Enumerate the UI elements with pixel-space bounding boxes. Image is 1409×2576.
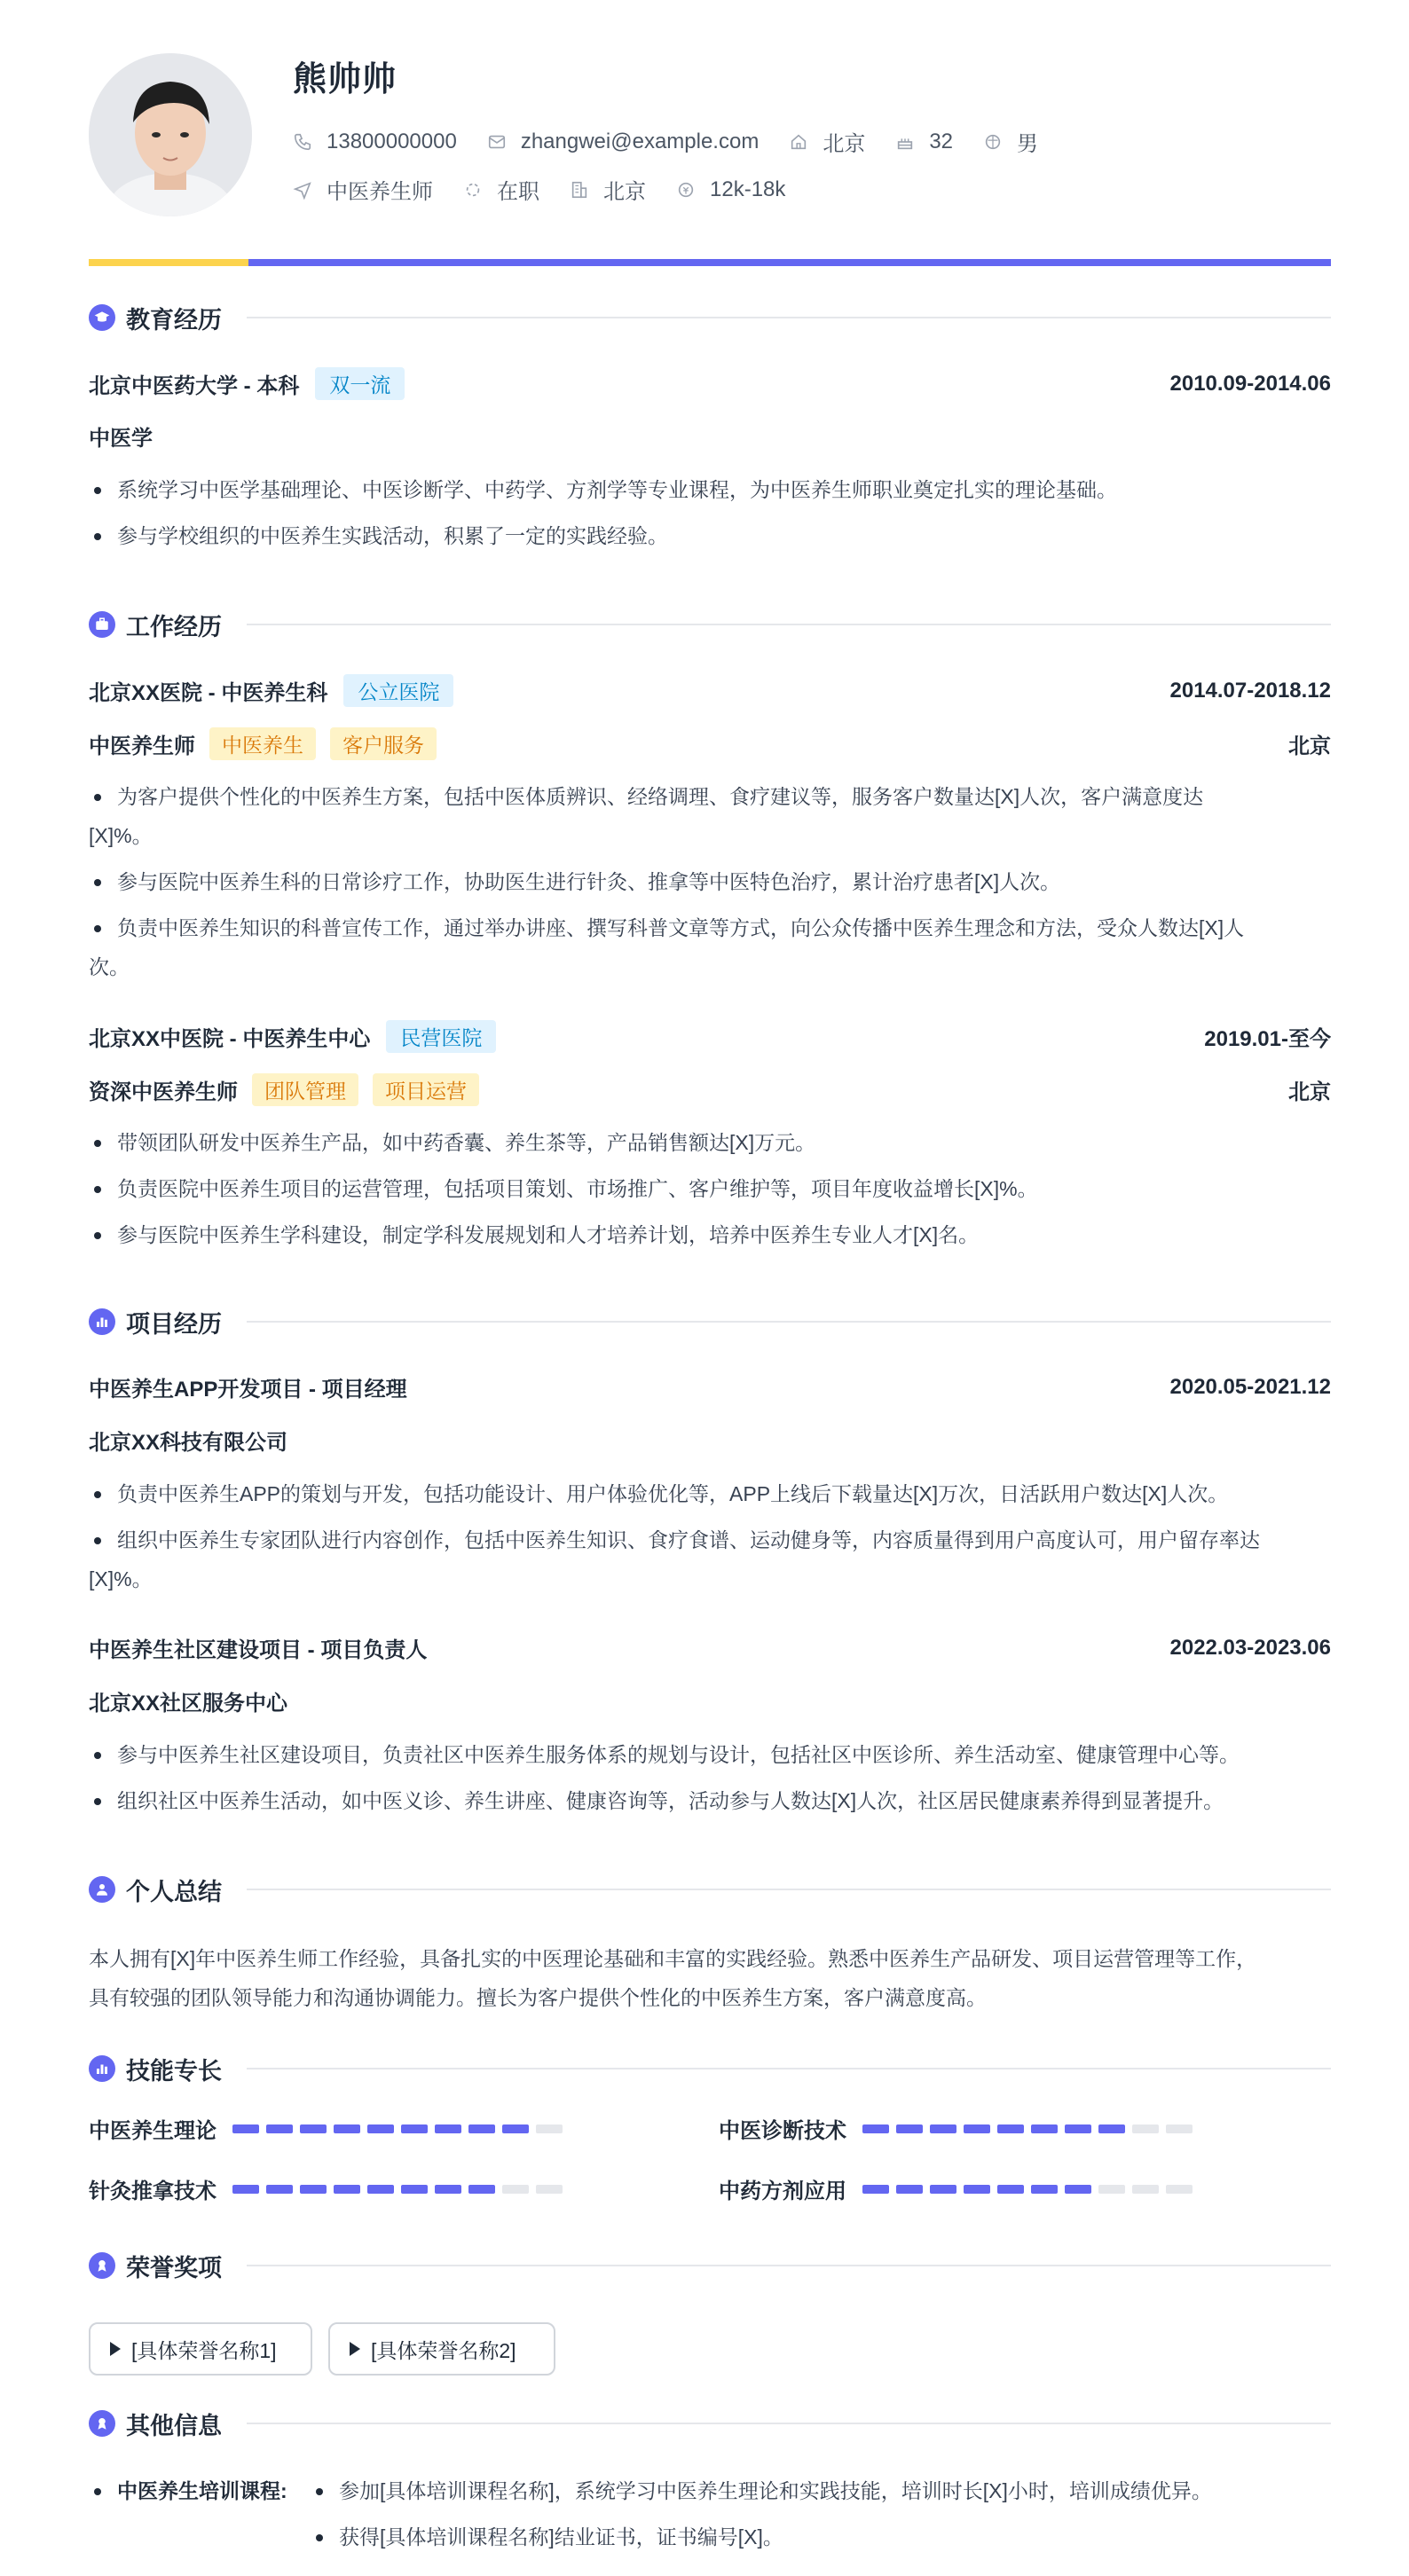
skill-segment-filled xyxy=(997,2185,1024,2194)
skill-segment-filled xyxy=(232,2124,259,2133)
play-icon xyxy=(110,2342,121,2356)
project-company-row xyxy=(89,1425,1331,1456)
send-icon xyxy=(293,180,312,200)
award-icon xyxy=(89,2252,115,2279)
skill-segment-filled xyxy=(401,2185,428,2194)
list-item: 为客户提供个性化的中医养生方案，包括中医体质辨识、经络调理、食疗建议等，服务客户数量达[X]人次，客户满意度达 xyxy=(89,777,1331,816)
list-item: 带领团队研发中医养生产品，如中药香囊、养生茶等，产品销售额达[X]万元。 xyxy=(89,1123,1331,1162)
work-date: 2014.07-2018.12 xyxy=(1169,678,1331,703)
skill-segment-empty xyxy=(1132,2185,1159,2194)
honor-item: [具体荣誉名称2] xyxy=(328,2322,555,2376)
section-rule xyxy=(247,2068,1331,2069)
list-item: 获得[具体培训课程名称]结业证书，证书编号[X]。 xyxy=(311,2517,1331,2556)
work-date: 2019.01-至今 xyxy=(1204,1027,1331,1051)
summary-text: 本人拥有[X]年中医养生师工作经验，具备扎实的中医理论基础和丰富的实践经验。熟悉中医养生产品研发、项目运营管理等工作， 具有较强的团队领导能力和沟通协调能力。擅长为客户提供个性化的中医养生方案，客户满意度高。 xyxy=(89,1947,1257,2009)
project-header-row xyxy=(89,1632,1331,1663)
role-tag: 团队管理 xyxy=(252,1073,358,1106)
skill-name: 中药方剂应用 xyxy=(719,2179,846,2203)
work-tag: 公立医院 xyxy=(343,674,453,707)
mail-icon xyxy=(487,132,507,152)
section-summary xyxy=(89,1872,1331,1907)
bar-chart-icon xyxy=(89,2055,115,2082)
education-major-row xyxy=(89,420,1331,452)
list-item: 参加[具体培训课程名称]，系统学习中医养生理论和实践技能，培训时长[X]小时，培训成绩优异。 xyxy=(311,2471,1331,2510)
work-role-row xyxy=(89,727,1331,760)
skill-segment-filled xyxy=(401,2124,428,2133)
skill-segment-filled xyxy=(964,2124,990,2133)
skill-item xyxy=(719,2173,1200,2204)
skill-segment-filled xyxy=(232,2185,259,2194)
skill-name: 中医养生理论 xyxy=(89,2119,216,2143)
email-item xyxy=(487,130,760,154)
education-major: 中医学 xyxy=(89,427,153,451)
position-item xyxy=(293,174,433,205)
list-item: 负责医院中医养生项目的运营管理，包括项目策划、市场推广、客户维护等，项目年度收益增长[X]%。 xyxy=(89,1169,1331,1208)
work-city-item xyxy=(570,174,646,205)
play-icon xyxy=(350,2342,360,2356)
skill-segment-filled xyxy=(266,2185,293,2194)
list-item: 系统学习中医学基础理论、中医诊断学、中药学、方剂学等专业课程，为中医养生师职业奠定扎实的理论基础。 xyxy=(89,470,1331,509)
section-skills xyxy=(89,2051,1331,2086)
work-city-text: 北京 xyxy=(603,180,646,204)
work-role-row xyxy=(89,1073,1331,1106)
phone-text: 13800000000 xyxy=(327,129,457,153)
section-rule xyxy=(247,1321,1331,1323)
candidate-name: 熊帅帅 xyxy=(293,61,398,98)
age-item xyxy=(895,130,953,154)
education-header-row xyxy=(89,367,1331,400)
project-title: 中医养生APP开发项目 - 项目经理 xyxy=(89,1378,407,1402)
skill-segment-filled xyxy=(1031,2124,1058,2133)
list-item: 负责中医养生APP的策划与开发，包括功能设计、用户体验优化等，APP上线后下载量达[X]万次，日活跃用户数达[X]人次。 xyxy=(89,1474,1331,1513)
skill-segment-filled xyxy=(930,2185,956,2194)
project-company-row xyxy=(89,1685,1331,1716)
building-icon xyxy=(570,180,589,200)
city-item xyxy=(789,126,865,157)
section-honors xyxy=(89,2248,1331,2283)
project-company: 北京XX社区服务中心 xyxy=(89,1692,288,1716)
avatar xyxy=(89,53,252,216)
money-icon xyxy=(676,180,696,200)
section-rule xyxy=(247,317,1331,318)
other-label: 中医养生培训课程: xyxy=(117,2479,287,2502)
section-title-text: 教育经历 xyxy=(126,306,222,334)
work-header-row xyxy=(89,1020,1331,1053)
project-date: 2022.03-2023.06 xyxy=(1169,1635,1331,1660)
skill-segment-filled xyxy=(896,2185,923,2194)
role-tag: 项目运营 xyxy=(373,1073,479,1106)
section-rule xyxy=(247,624,1331,625)
skill-segment-empty xyxy=(1166,2185,1193,2194)
role-tag: 中医养生 xyxy=(209,727,316,760)
section-rule xyxy=(247,2265,1331,2266)
section-rule xyxy=(247,2423,1331,2424)
job-intent-row xyxy=(293,174,815,205)
skill-segment-filled xyxy=(1098,2124,1125,2133)
section-other xyxy=(89,2406,1331,2441)
work-org: 北京XX医院 - 中医养生科 xyxy=(89,681,328,705)
skill-segment-filled xyxy=(1031,2185,1058,2194)
project-header-row xyxy=(89,1371,1331,1402)
salary-text: 12k-18k xyxy=(710,177,786,201)
section-project xyxy=(89,1304,1331,1339)
skill-segment-empty xyxy=(1132,2124,1159,2133)
award-icon xyxy=(89,2410,115,2437)
skill-segment-filled xyxy=(930,2124,956,2133)
phone-icon xyxy=(293,132,312,152)
project-title: 中医养生社区建设项目 - 项目负责人 xyxy=(89,1638,428,1662)
section-title-text: 工作经历 xyxy=(126,613,222,640)
skill-segment-filled xyxy=(367,2185,394,2194)
section-work xyxy=(89,607,1331,642)
skill-segment-filled xyxy=(1065,2124,1091,2133)
skill-segment-filled xyxy=(435,2124,461,2133)
gender-icon xyxy=(983,132,1003,152)
education-school: 北京中医药大学 - 本科 xyxy=(89,374,300,398)
skill-segment-filled xyxy=(997,2124,1024,2133)
skill-item xyxy=(89,2113,570,2144)
email-text: zhangwei@example.com xyxy=(520,129,760,153)
education-tag: 双一流 xyxy=(315,367,405,400)
contact-row xyxy=(293,126,1068,157)
work-role: 资深中医养生师 xyxy=(89,1080,238,1104)
project-company: 北京XX科技有限公司 xyxy=(89,1431,288,1455)
skill-level-bar xyxy=(862,2185,1200,2194)
list-item: 负责中医养生知识的科普宣传工作，通过举办讲座、撰写科普文章等方式，向公众传播中医养生理念和方法，受众人数达[X]人 xyxy=(89,908,1331,947)
section-title-text: 技能专长 xyxy=(126,2057,222,2085)
skill-segment-empty xyxy=(536,2185,563,2194)
section-title-text: 其他信息 xyxy=(126,2412,222,2439)
skill-item xyxy=(89,2173,570,2204)
skill-segment-empty xyxy=(1098,2185,1125,2194)
skill-segment-empty xyxy=(536,2124,563,2133)
skill-segment-filled xyxy=(266,2124,293,2133)
section-title-text: 个人总结 xyxy=(126,1878,222,1905)
skill-segment-filled xyxy=(435,2185,461,2194)
skill-segment-filled xyxy=(964,2185,990,2194)
header-divider xyxy=(89,259,1331,266)
age-text: 32 xyxy=(929,129,954,153)
list-item: 组织中医养生专家团队进行内容创作，包括中医养生知识、食疗食谱、运动健身等，内容质量得到用户高度认可，用户留存率达 xyxy=(89,1520,1331,1559)
skill-segment-filled xyxy=(367,2124,394,2133)
section-title-text: 荣誉奖项 xyxy=(126,2254,222,2281)
list-item-continued: [X]%。 xyxy=(89,824,153,847)
bar-chart-icon xyxy=(89,1308,115,1335)
skill-segment-filled xyxy=(334,2185,360,2194)
section-rule xyxy=(247,1889,1331,1890)
skill-segment-filled xyxy=(896,2124,923,2133)
salary-item xyxy=(676,177,785,202)
list-item: 参与学校组织的中医养生实践活动，积累了一定的实践经验。 xyxy=(89,516,1331,555)
divider-accent-blue xyxy=(248,259,1331,266)
status-icon xyxy=(463,180,483,200)
list-item-continued: [X]%。 xyxy=(89,1567,153,1590)
city-text: 北京 xyxy=(823,132,866,156)
honor-item: [具体荣誉名称1] xyxy=(89,2322,312,2376)
skill-segment-empty xyxy=(502,2185,529,2194)
skill-name: 中医诊断技术 xyxy=(719,2119,846,2143)
home-icon xyxy=(789,132,808,152)
section-title-text: 项目经历 xyxy=(126,1310,222,1338)
skill-segment-filled xyxy=(502,2124,529,2133)
skill-name: 针灸推拿技术 xyxy=(89,2179,216,2203)
gender-item xyxy=(983,126,1038,157)
resume-header xyxy=(89,50,1331,254)
skill-level-bar xyxy=(232,2185,570,2194)
skill-segment-filled xyxy=(862,2185,889,2194)
cake-icon xyxy=(895,132,915,152)
skill-segment-filled xyxy=(862,2124,889,2133)
phone-item xyxy=(293,130,457,154)
section-education xyxy=(89,300,1331,335)
work-tag: 民营医院 xyxy=(386,1020,496,1053)
role-tag: 客户服务 xyxy=(330,727,437,760)
work-role: 中医养生师 xyxy=(89,734,195,758)
skill-level-bar xyxy=(862,2124,1200,2133)
status-text: 在职 xyxy=(497,180,539,204)
skill-segment-filled xyxy=(468,2185,495,2194)
graduation-cap-icon xyxy=(89,304,115,331)
skill-segment-filled xyxy=(1065,2185,1091,2194)
user-icon xyxy=(89,1876,115,1903)
work-location: 北京 xyxy=(1288,734,1331,758)
status-item xyxy=(463,174,539,205)
skill-segment-filled xyxy=(468,2124,495,2133)
position-text: 中医养生师 xyxy=(327,180,433,204)
education-date: 2010.09-2014.06 xyxy=(1169,371,1331,396)
skill-segment-filled xyxy=(300,2185,327,2194)
section-title xyxy=(89,300,1331,335)
divider-accent-yellow xyxy=(89,259,248,266)
work-location: 北京 xyxy=(1288,1080,1331,1104)
skill-level-bar xyxy=(232,2124,570,2133)
project-date: 2020.05-2021.12 xyxy=(1169,1374,1331,1399)
skill-segment-empty xyxy=(1166,2124,1193,2133)
skill-segment-filled xyxy=(334,2124,360,2133)
skill-segment-filled xyxy=(300,2124,327,2133)
list-item-continued: 次。 xyxy=(89,955,130,978)
gender-text: 男 xyxy=(1017,132,1039,156)
list-item: 参与医院中医养生科的日常诊疗工作，协助医生进行针灸、推拿等中医特色治疗，累计治疗患者[X]人次。 xyxy=(89,862,1331,901)
resume-page xyxy=(89,50,1331,2549)
avatar-portrait xyxy=(89,53,252,216)
work-org: 北京XX中医院 - 中医养生中心 xyxy=(89,1027,371,1051)
list-item: 组织社区中医养生活动，如中医义诊、养生讲座、健康咨询等，活动参与人数达[X]人次，社区居民健康素养得到显著提升。 xyxy=(89,1781,1331,1820)
skill-item xyxy=(719,2113,1200,2144)
list-item: 参与医院中医养生学科建设，制定学科发展规划和人才培养计划，培养中医养生专业人才[X]名。 xyxy=(89,1215,1331,1254)
work-header-row xyxy=(89,674,1331,707)
briefcase-icon xyxy=(89,611,115,638)
list-item: 参与中医养生社区建设项目，负责社区中医养生服务体系的规划与设计，包括社区中医诊所、养生活动室、健康管理中心等。 xyxy=(89,1735,1331,1774)
